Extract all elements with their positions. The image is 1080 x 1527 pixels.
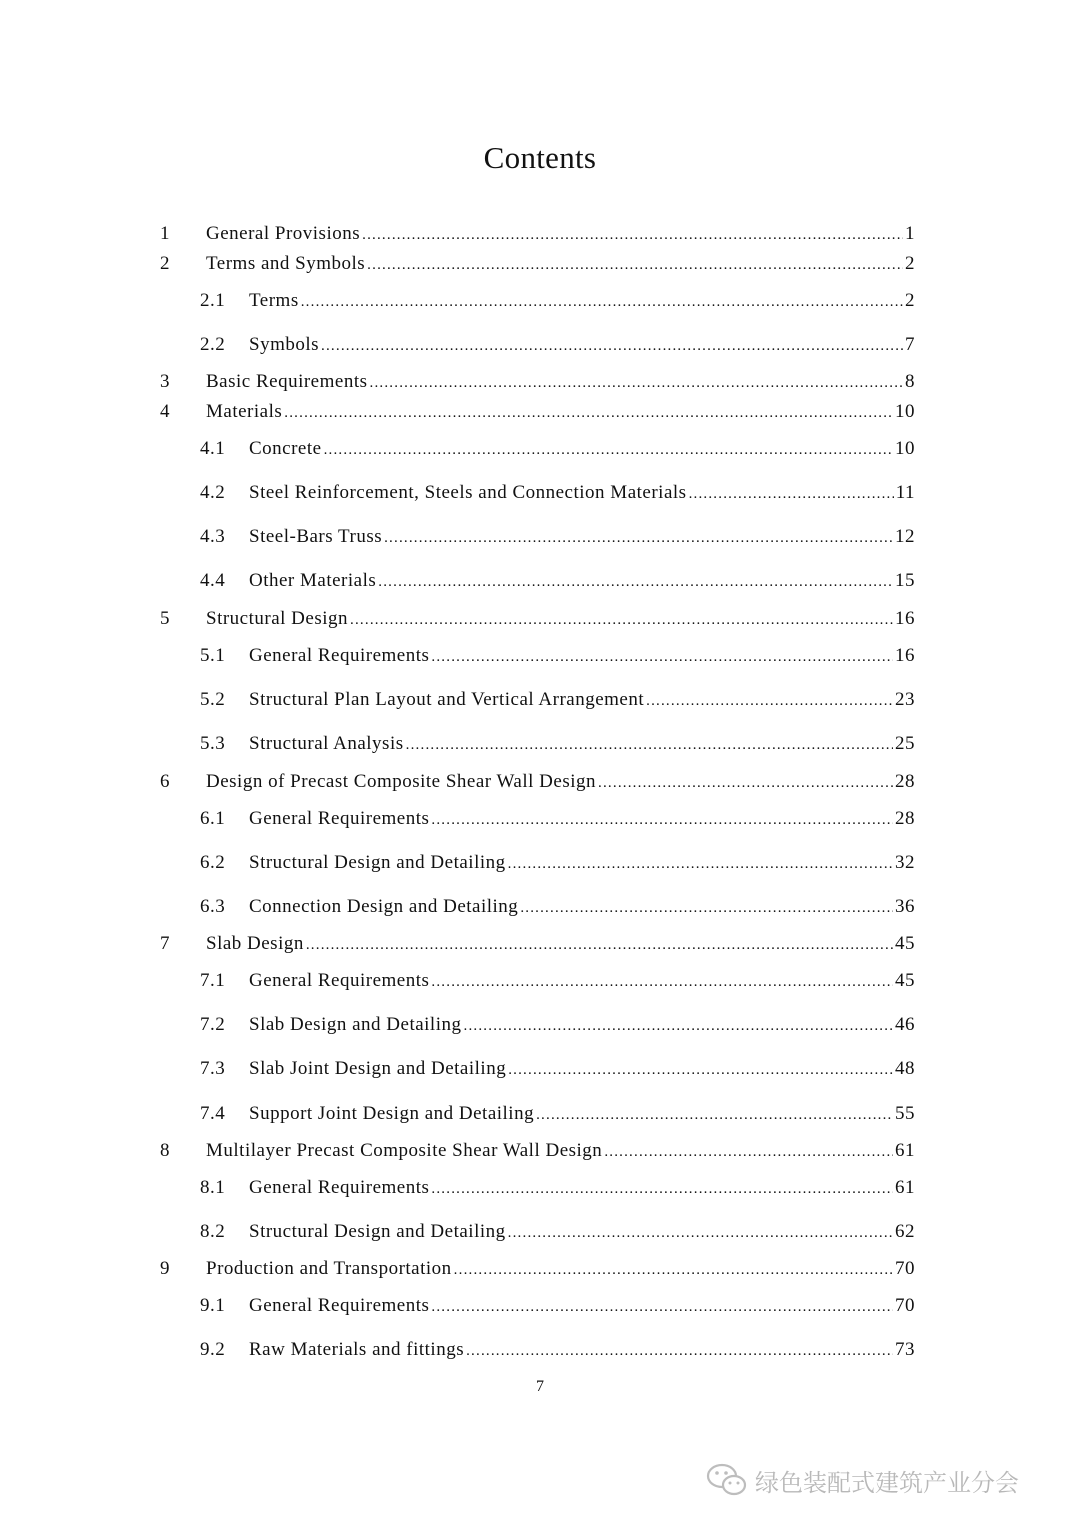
- toc-entry-title: Connection Design and Detailing: [249, 896, 519, 917]
- toc-entry-number: 5.3: [200, 733, 226, 754]
- toc-entry-number: 3: [160, 371, 170, 392]
- toc-entry-title: Terms: [249, 290, 299, 311]
- toc-entry-page: 10: [895, 401, 915, 422]
- toc-entry-number: 4.2: [200, 482, 226, 503]
- toc-entry-title: General Provisions: [206, 223, 361, 244]
- toc-entry-page: 12: [895, 526, 915, 547]
- dot-leader: [508, 1057, 893, 1083]
- toc-entry-title: General Requirements: [249, 645, 430, 666]
- toc-section-entry: [200, 436, 915, 462]
- toc-entry-title: General Requirements: [249, 970, 430, 991]
- toc-entry-page: 10: [895, 438, 915, 459]
- toc-entry-title: General Requirements: [249, 808, 430, 829]
- toc-entry-number: 5.1: [200, 645, 226, 666]
- toc-entry-page: 2: [905, 290, 915, 311]
- toc-entry-title: Design of Precast Composite Shear Wall Design: [206, 771, 597, 792]
- toc-entry-number: 4: [160, 401, 170, 422]
- toc-chapter-entry: [160, 221, 915, 247]
- toc-section-entry: [200, 480, 915, 506]
- toc-entry-title: Steel Reinforcement, Steels and Connection Materials: [249, 482, 687, 503]
- toc-chapter-entry: [160, 931, 915, 957]
- toc-entry-page: 16: [895, 608, 915, 629]
- toc-entry-number: 8: [160, 1140, 170, 1161]
- toc-section-entry: [200, 687, 915, 713]
- toc-section-entry: [200, 1219, 915, 1245]
- toc-entry-number: 9.2: [200, 1339, 226, 1360]
- toc-entry-title: Slab Joint Design and Detailing: [249, 1058, 507, 1079]
- page-title: Contents: [483, 140, 597, 175]
- toc-entry-title: General Requirements: [249, 1295, 430, 1316]
- toc-entry-title: Production and Transportation: [206, 1258, 452, 1279]
- toc-entry-page: 61: [895, 1177, 915, 1198]
- toc-chapter-entry: [160, 251, 915, 277]
- dot-leader: [384, 525, 893, 551]
- toc-section-entry: [200, 1101, 915, 1127]
- toc-section-entry: [200, 850, 915, 876]
- toc-section-entry: [200, 332, 915, 358]
- toc-entry-title: Structural Design and Detailing: [249, 852, 506, 873]
- toc-section-entry: [200, 968, 915, 994]
- toc-entry-title: Slab Design and Detailing: [249, 1014, 462, 1035]
- toc-entry-number: 8.1: [200, 1177, 226, 1198]
- toc-entry-title: Steel-Bars Truss: [249, 526, 383, 547]
- toc-entry-number: 7: [160, 933, 170, 954]
- toc-entry-title: General Requirements: [249, 1177, 430, 1198]
- toc-chapter-entry: [160, 399, 915, 425]
- dot-leader: [301, 289, 903, 315]
- toc-entry-page: 28: [895, 808, 915, 829]
- toc-entry-page: 28: [895, 771, 915, 792]
- toc-entry-title: Symbols: [249, 334, 320, 355]
- dot-leader: [406, 732, 893, 758]
- toc-chapter-entry: [160, 1256, 915, 1282]
- toc-entry-number: 7.1: [200, 970, 226, 991]
- dot-leader: [466, 1338, 893, 1364]
- toc-entry-number: 6: [160, 771, 170, 792]
- toc-entry-title: Slab Design: [206, 933, 304, 954]
- toc-entry-number: 6.1: [200, 808, 226, 829]
- toc-entry-number: 4.3: [200, 526, 226, 547]
- toc-entry-number: 8.2: [200, 1221, 226, 1242]
- toc-entry-page: 62: [895, 1221, 915, 1242]
- toc-entry-title: Basic Requirements: [206, 371, 368, 392]
- toc-entry-number: 7.2: [200, 1014, 226, 1035]
- toc-entry-page: 8: [905, 371, 915, 392]
- toc-entry-number: 2: [160, 253, 170, 274]
- toc-entry-number: 4.1: [200, 438, 226, 459]
- dot-leader: [284, 400, 893, 426]
- toc-entry-title: Multilayer Precast Composite Shear Wall Design: [206, 1140, 603, 1161]
- toc-entry-number: 2.1: [200, 290, 226, 311]
- toc-entry-page: 61: [895, 1140, 915, 1161]
- dot-leader: [431, 644, 893, 670]
- toc-entry-page: 2: [905, 253, 915, 274]
- toc-entry-title: Raw Materials and fittings: [249, 1339, 465, 1360]
- toc-entry-page: 45: [895, 933, 915, 954]
- dot-leader: [350, 607, 893, 633]
- toc-entry-number: 9.1: [200, 1295, 226, 1316]
- toc-entry-page: 15: [895, 570, 915, 591]
- toc-entry-title: Concrete: [249, 438, 322, 459]
- toc-chapter-entry: [160, 606, 915, 632]
- toc-entry-number: 9: [160, 1258, 170, 1279]
- toc-entry-number: 6.3: [200, 896, 226, 917]
- toc-section-entry: [200, 806, 915, 832]
- toc-entry-page: 70: [895, 1258, 915, 1279]
- footer-page-number: 7: [536, 1378, 544, 1395]
- toc-entry-title: Materials: [206, 401, 283, 422]
- toc-section-entry: [200, 1293, 915, 1319]
- toc-section-entry: [200, 1056, 915, 1082]
- toc-entry-title: Structural Design and Detailing: [249, 1221, 506, 1242]
- dot-leader: [431, 1176, 893, 1202]
- dot-leader: [321, 333, 903, 359]
- toc-entry-page: 55: [895, 1103, 915, 1124]
- toc-section-entry: [200, 568, 915, 594]
- dot-leader: [646, 688, 893, 714]
- toc-entry-title: Support Joint Design and Detailing: [249, 1103, 535, 1124]
- toc-entry-page: 36: [895, 896, 915, 917]
- toc-entry-page: 11: [895, 482, 915, 503]
- toc-entry-page: 7: [905, 334, 915, 355]
- toc-entry-page: 73: [895, 1339, 915, 1360]
- toc-entry-page: 70: [895, 1295, 915, 1316]
- dot-leader: [370, 370, 904, 396]
- dot-leader: [378, 569, 893, 595]
- toc-section-entry: [200, 643, 915, 669]
- toc-entry-number: 4.4: [200, 570, 226, 591]
- dot-leader: [431, 1294, 893, 1320]
- toc-entry-title: Structural Design: [206, 608, 349, 629]
- toc-entry-number: 2.2: [200, 334, 226, 355]
- wechat-icon: [705, 1462, 749, 1498]
- toc-entry-page: 23: [895, 689, 915, 710]
- toc-entry-page: 48: [895, 1058, 915, 1079]
- dot-leader: [508, 851, 893, 877]
- toc-entry-number: 7.4: [200, 1103, 226, 1124]
- toc-section-entry: [200, 288, 915, 314]
- dot-leader: [598, 770, 893, 796]
- dot-leader: [324, 437, 893, 463]
- toc-section-entry: [200, 524, 915, 550]
- watermark-text: 绿色装配式建筑产业分会: [755, 1468, 1019, 1497]
- toc-entry-number: 5.2: [200, 689, 226, 710]
- dot-leader: [431, 969, 893, 995]
- toc-chapter-entry: [160, 1138, 915, 1164]
- toc-entry-page: 45: [895, 970, 915, 991]
- toc-entry-number: 5: [160, 608, 170, 629]
- toc-entry-number: 1: [160, 223, 170, 244]
- dot-leader: [536, 1102, 893, 1128]
- toc-entry-page: 16: [895, 645, 915, 666]
- toc-entry-title: Structural Analysis: [249, 733, 404, 754]
- dot-leader: [604, 1139, 893, 1165]
- dot-leader: [367, 252, 903, 278]
- dot-leader: [362, 222, 903, 248]
- watermark: [705, 1460, 1019, 1500]
- toc-entry-title: Other Materials: [249, 570, 377, 591]
- toc-entry-title: Structural Plan Layout and Vertical Arrangement: [249, 689, 645, 710]
- dot-leader: [454, 1257, 893, 1283]
- dot-leader: [431, 807, 893, 833]
- toc-chapter-entry: [160, 769, 915, 795]
- toc-entry-page: 25: [895, 733, 915, 754]
- toc-chapter-entry: [160, 369, 915, 395]
- dot-leader: [306, 932, 893, 958]
- toc-section-entry: [200, 894, 915, 920]
- toc-entry-title: Terms and Symbols: [206, 253, 366, 274]
- toc-section-entry: [200, 1012, 915, 1038]
- toc-entry-page: 1: [905, 223, 915, 244]
- toc-entry-page: 32: [895, 852, 915, 873]
- toc-section-entry: [200, 1175, 915, 1201]
- toc-section-entry: [200, 1337, 915, 1363]
- dot-leader: [464, 1013, 894, 1039]
- toc-section-entry: [200, 731, 915, 757]
- dot-leader: [508, 1220, 893, 1246]
- dot-leader: [520, 895, 893, 921]
- toc-entry-number: 6.2: [200, 852, 226, 873]
- dot-leader: [689, 481, 894, 507]
- toc-entry-number: 7.3: [200, 1058, 226, 1079]
- toc-entry-page: 46: [895, 1014, 915, 1035]
